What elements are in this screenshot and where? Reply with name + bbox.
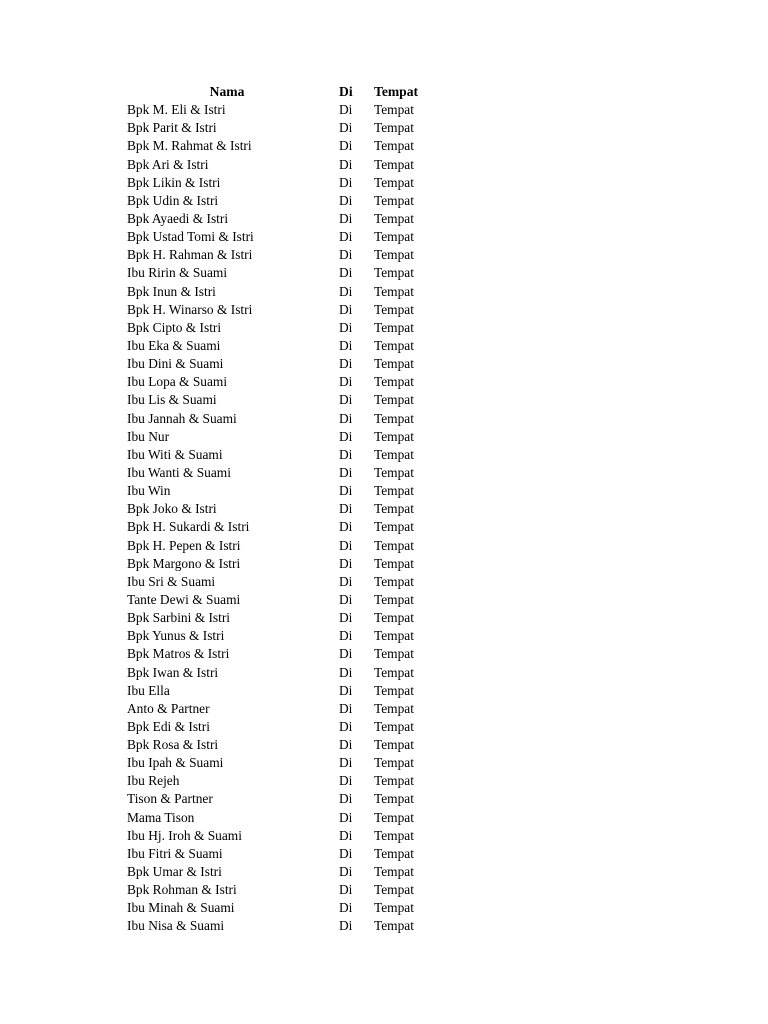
di-cell: Di — [339, 319, 353, 335]
table-row — [127, 899, 447, 917]
di-cell: Di — [339, 737, 353, 753]
table-row — [127, 428, 447, 446]
guest-name: Ibu Fitri & Suami — [127, 845, 223, 861]
guest-name: Bpk H. Winarso & Istri — [127, 301, 253, 317]
guest-name: Ibu Eka & Suami — [127, 337, 221, 353]
guest-name: Bpk Edi & Istri — [127, 718, 210, 734]
table-row — [127, 500, 447, 518]
guest-name: Ibu Ipah & Suami — [127, 755, 224, 771]
table-row — [127, 391, 447, 409]
di-cell: Di — [339, 428, 353, 444]
di-cell: Di — [339, 120, 353, 136]
guest-name: Ibu Nisa & Suami — [127, 918, 225, 934]
tempat-cell: Tempat — [374, 247, 414, 263]
di-cell: Di — [339, 446, 353, 462]
tempat-cell: Tempat — [374, 283, 414, 299]
tempat-cell: Tempat — [374, 845, 414, 861]
guest-name: Ibu Lis & Suami — [127, 392, 217, 408]
guest-name: Bpk Udin & Istri — [127, 192, 219, 208]
di-cell: Di — [339, 918, 353, 934]
table-row — [127, 264, 447, 282]
guest-name: Ibu Ella — [127, 682, 170, 698]
tempat-cell: Tempat — [374, 664, 414, 680]
di-cell: Di — [339, 755, 353, 771]
di-cell: Di — [339, 392, 353, 408]
di-cell: Di — [339, 591, 353, 607]
tempat-cell: Tempat — [374, 410, 414, 426]
tempat-cell: Tempat — [374, 301, 414, 317]
table-row — [127, 518, 447, 536]
tempat-cell: Tempat — [374, 192, 414, 208]
header-nama: Nama — [209, 84, 245, 99]
guest-name: Ibu Nur — [127, 428, 170, 444]
tempat-cell: Tempat — [374, 918, 414, 934]
guest-name: Bpk Likin & Istri — [127, 174, 221, 190]
table-row — [127, 700, 447, 718]
table-row — [127, 410, 447, 428]
di-cell: Di — [339, 791, 353, 807]
guest-name: Bpk Joko & Istri — [127, 501, 217, 517]
tempat-cell: Tempat — [374, 210, 414, 226]
guest-name: Ibu Dini & Suami — [127, 356, 224, 372]
di-cell: Di — [339, 628, 353, 644]
di-cell: Di — [339, 138, 353, 154]
tempat-cell: Tempat — [374, 809, 414, 825]
tempat-cell: Tempat — [374, 102, 414, 118]
di-cell: Di — [339, 773, 353, 789]
di-cell: Di — [339, 900, 353, 916]
table-row — [127, 301, 447, 319]
tempat-cell: Tempat — [374, 392, 414, 408]
table-row — [127, 772, 447, 790]
guest-name: Bpk H. Pepen & Istri — [127, 537, 241, 553]
guest-name: Ibu Rejeh — [127, 773, 180, 789]
di-cell: Di — [339, 610, 353, 626]
table-row — [127, 119, 447, 137]
di-cell: Di — [339, 410, 353, 426]
tempat-cell: Tempat — [374, 555, 414, 571]
tempat-cell: Tempat — [374, 791, 414, 807]
tempat-cell: Tempat — [374, 864, 414, 880]
guest-name: Tison & Partner — [127, 791, 213, 807]
guest-name: Ibu Jannah & Suami — [127, 410, 237, 426]
di-cell: Di — [339, 537, 353, 553]
guest-name: Tante Dewi & Suami — [127, 591, 241, 607]
di-cell: Di — [339, 700, 353, 716]
di-cell: Di — [339, 464, 353, 480]
table-row — [127, 609, 447, 627]
tempat-cell: Tempat — [374, 464, 414, 480]
tempat-cell: Tempat — [374, 120, 414, 136]
di-cell: Di — [339, 265, 353, 281]
header-tempat: Tempat — [374, 84, 419, 99]
header-di: Di — [339, 84, 353, 99]
table-row — [127, 355, 447, 373]
guest-name: Bpk Ustad Tomi & Istri — [127, 229, 254, 245]
table-row — [127, 283, 447, 301]
tempat-cell: Tempat — [374, 138, 414, 154]
guest-name: Anto & Partner — [127, 700, 210, 716]
di-cell: Di — [339, 809, 353, 825]
di-cell: Di — [339, 102, 353, 118]
tempat-cell: Tempat — [374, 265, 414, 281]
table-body — [127, 101, 447, 935]
tempat-cell: Tempat — [374, 319, 414, 335]
di-cell: Di — [339, 519, 353, 535]
table-row — [127, 174, 447, 192]
di-cell: Di — [339, 356, 353, 372]
guest-list-table — [127, 83, 447, 936]
table-row — [127, 319, 447, 337]
table-row — [127, 827, 447, 845]
table-row — [127, 446, 447, 464]
tempat-cell: Tempat — [374, 174, 414, 190]
di-cell: Di — [339, 156, 353, 172]
table-row — [127, 210, 447, 228]
tempat-cell: Tempat — [374, 573, 414, 589]
tempat-cell: Tempat — [374, 682, 414, 698]
di-cell: Di — [339, 192, 353, 208]
guest-name: Ibu Win — [127, 483, 171, 499]
tempat-cell: Tempat — [374, 882, 414, 898]
tempat-cell: Tempat — [374, 646, 414, 662]
table-row — [127, 228, 447, 246]
guest-name: Bpk Parit & Istri — [127, 120, 217, 136]
tempat-cell: Tempat — [374, 229, 414, 245]
tempat-cell: Tempat — [374, 773, 414, 789]
table-row — [127, 881, 447, 899]
guest-name: Ibu Minah & Suami — [127, 900, 235, 916]
tempat-cell: Tempat — [374, 537, 414, 553]
tempat-cell: Tempat — [374, 827, 414, 843]
guest-name: Ibu Lopa & Suami — [127, 374, 228, 390]
di-cell: Di — [339, 247, 353, 263]
guest-name: Bpk Sarbini & Istri — [127, 610, 231, 626]
tempat-cell: Tempat — [374, 446, 414, 462]
guest-name: Mama Tison — [127, 809, 195, 825]
guest-name: Bpk Rohman & Istri — [127, 882, 237, 898]
tempat-cell: Tempat — [374, 501, 414, 517]
di-cell: Di — [339, 374, 353, 390]
guest-name: Ibu Ririn & Suami — [127, 265, 228, 281]
table-row — [127, 156, 447, 174]
di-cell: Di — [339, 483, 353, 499]
table-row — [127, 664, 447, 682]
table-row — [127, 537, 447, 555]
table-row — [127, 555, 447, 573]
di-cell: Di — [339, 882, 353, 898]
guest-name: Bpk Umar & Istri — [127, 864, 222, 880]
tempat-cell: Tempat — [374, 700, 414, 716]
di-cell: Di — [339, 210, 353, 226]
di-cell: Di — [339, 864, 353, 880]
table-row — [127, 137, 447, 155]
di-cell: Di — [339, 646, 353, 662]
tempat-cell: Tempat — [374, 337, 414, 353]
tempat-cell: Tempat — [374, 356, 414, 372]
di-cell: Di — [339, 555, 353, 571]
guest-name: Bpk M. Eli & Istri — [127, 102, 226, 118]
guest-name: Bpk Ari & Istri — [127, 156, 209, 172]
guest-name: Bpk Yunus & Istri — [127, 628, 225, 644]
di-cell: Di — [339, 573, 353, 589]
tempat-cell: Tempat — [374, 628, 414, 644]
tempat-cell: Tempat — [374, 900, 414, 916]
table-row — [127, 917, 447, 935]
table-row — [127, 736, 447, 754]
table-header — [127, 83, 447, 101]
table-row — [127, 682, 447, 700]
tempat-cell: Tempat — [374, 483, 414, 499]
guest-name: Bpk Iwan & Istri — [127, 664, 219, 680]
table-row — [127, 754, 447, 772]
guest-name: Ibu Hj. Iroh & Suami — [127, 827, 242, 843]
di-cell: Di — [339, 229, 353, 245]
table-row — [127, 718, 447, 736]
table-row — [127, 627, 447, 645]
di-cell: Di — [339, 682, 353, 698]
table-row — [127, 246, 447, 264]
tempat-cell: Tempat — [374, 374, 414, 390]
guest-name: Bpk H. Sukardi & Istri — [127, 519, 250, 535]
table-row — [127, 845, 447, 863]
di-cell: Di — [339, 664, 353, 680]
guest-name: Bpk Rosa & Istri — [127, 737, 219, 753]
table-row — [127, 645, 447, 663]
guest-name: Bpk H. Rahman & Istri — [127, 247, 253, 263]
guest-name: Bpk Cipto & Istri — [127, 319, 222, 335]
table-row — [127, 790, 447, 808]
tempat-cell: Tempat — [374, 737, 414, 753]
di-cell: Di — [339, 501, 353, 517]
guest-name: Ibu Wanti & Suami — [127, 464, 231, 480]
table-row — [127, 591, 447, 609]
tempat-cell: Tempat — [374, 428, 414, 444]
di-cell: Di — [339, 718, 353, 734]
guest-name: Bpk Margono & Istri — [127, 555, 241, 571]
table-row — [127, 573, 447, 591]
table-row — [127, 373, 447, 391]
di-cell: Di — [339, 827, 353, 843]
table-row — [127, 192, 447, 210]
guest-name: Bpk M. Rahmat & Istri — [127, 138, 252, 154]
tempat-cell: Tempat — [374, 718, 414, 734]
di-cell: Di — [339, 845, 353, 861]
table-row — [127, 809, 447, 827]
table-row — [127, 337, 447, 355]
guest-name: Ibu Witi & Suami — [127, 446, 223, 462]
tempat-cell: Tempat — [374, 156, 414, 172]
di-cell: Di — [339, 337, 353, 353]
guest-name: Bpk Matros & Istri — [127, 646, 230, 662]
di-cell: Di — [339, 174, 353, 190]
guest-name: Bpk Ayaedi & Istri — [127, 210, 229, 226]
table-row — [127, 482, 447, 500]
tempat-cell: Tempat — [374, 519, 414, 535]
table-row — [127, 464, 447, 482]
tempat-cell: Tempat — [374, 591, 414, 607]
table-row — [127, 863, 447, 881]
di-cell: Di — [339, 301, 353, 317]
tempat-cell: Tempat — [374, 755, 414, 771]
table-row — [127, 101, 447, 119]
tempat-cell: Tempat — [374, 610, 414, 626]
guest-name: Bpk Inun & Istri — [127, 283, 216, 299]
guest-name: Ibu Sri & Suami — [127, 573, 216, 589]
di-cell: Di — [339, 283, 353, 299]
